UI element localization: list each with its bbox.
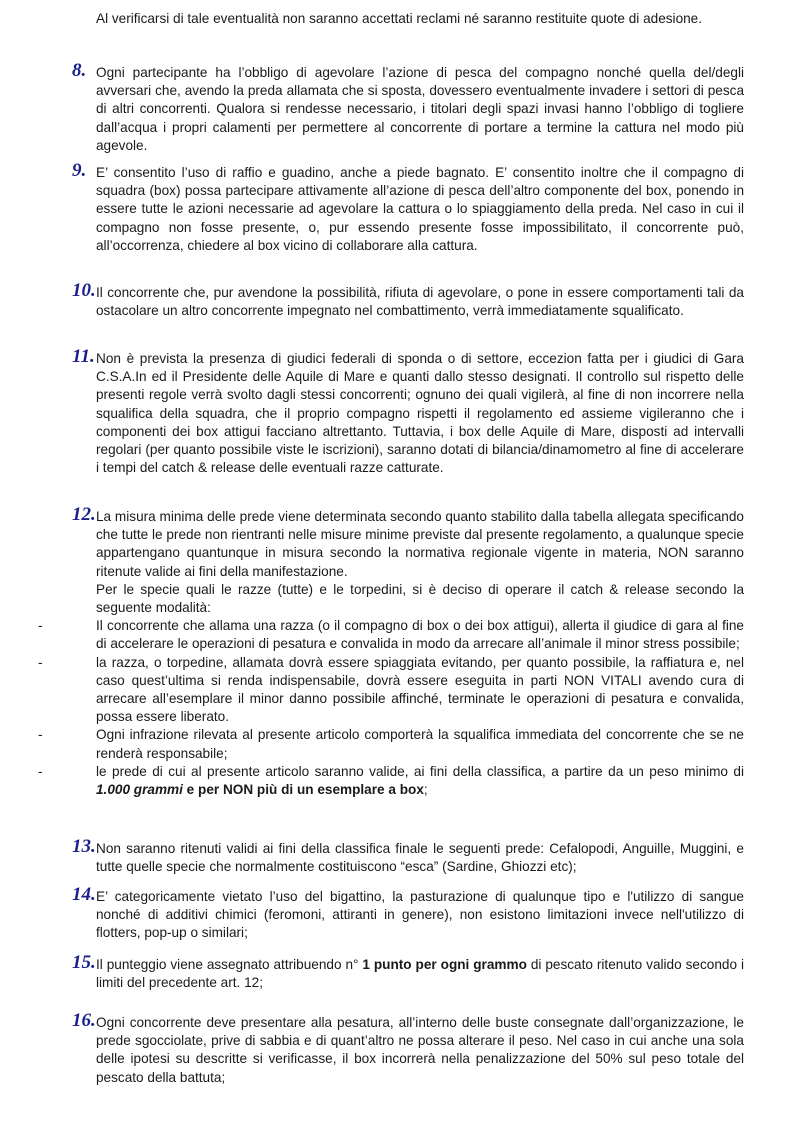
article-text-part: Il punteggio viene assegnato attribuendo n°	[96, 957, 363, 972]
list-item	[38, 617, 744, 653]
article-text: E’ categoricamente vietato l’uso del bigattino, la pasturazione di qualunque tipo e l'utilizzo di sangue nonché di additivi chimici (feromoni, attiranti in genere), non esistono limitazioni invece nell'utilizzo di flotters, pop-up o similari;	[96, 889, 744, 941]
list-item	[38, 763, 744, 799]
article-number: 10.	[72, 280, 96, 301]
bullet-text: le prede di cui al presente articolo saranno valide, ai fini della classifica, a partire da un peso minimo di	[96, 763, 744, 779]
bullet-text: Ogni infrazione rilevata al presente articolo comporterà la squalifica immediata del concorrente che se ne renderà responsabile;	[96, 727, 744, 761]
article-text	[96, 956, 744, 992]
article-text: Ogni partecipante ha l’obbligo di agevolare l’azione di pesca del compagno nonché quella del/degli avversari che, avendo la preda allamata che si sposta, dovessero eventualmente invadere i settori di pesca di altri concorrenti. Qualora si rendesse necessario, i titolari degli spazi invasi hanno l’obbligo di togliere dall’acqua i propri calamenti per permettere al concorrente di portare a termine la cattura nel modo più agevole.	[96, 65, 744, 153]
article-10	[72, 280, 744, 320]
article-15	[72, 952, 744, 992]
article-12	[38, 504, 744, 799]
article-number: 14.	[72, 884, 96, 905]
bullet-dash: -	[38, 654, 43, 670]
article-text: Ogni concorrente deve presentare alla pesatura, all’interno delle buste consegnate dall’organizzazione, le prede sgocciolate, prive di sabbia e di quant’altro ne possa alterare il peso. Nel caso in cui anche una sola delle ipotesi su descritte si verificasse, il box incorrerà nella penalizzazione del 50% sul peso totale del pescato della battuta;	[96, 1015, 744, 1085]
article-number: 13.	[72, 836, 96, 857]
bullet-list	[38, 617, 744, 799]
article-8	[72, 60, 744, 155]
article-text: La misura minima delle prede viene determinata secondo quanto stabilito dalla tabella allegata specificando che tutte le prede non rientranti nelle misure minime previste dal presente regolamento, a qualunque specie appartengano quantunque in misura secondo la normativa regionale vigente in materia, NON saranno ritenute valide ai fini della manifestazione.	[96, 509, 744, 579]
list-item	[38, 654, 744, 727]
article-number: 9.	[72, 160, 87, 181]
bullet-text: la razza, o torpedine, allamata dovrà essere spiaggiata evitando, per quanto possibile, la raffiatura e, nel caso quest’ultima si renda indispensabile, dovrà essere eseguita in parti NON VITALI avendo cura di arrecare all’esemplare il minor danno possibile affinché, terminate le operazioni di pesatura e convalida, possa essere liberato.	[96, 654, 744, 725]
article-11	[72, 346, 744, 477]
article-number: 12.	[72, 504, 96, 525]
article-text-emphasis: 1 punto per ogni grammo	[362, 957, 527, 972]
article-number: 15.	[72, 952, 96, 973]
article-text-2: Per le specie quali le razze (tutte) e le torpedini, si è deciso di operare il catch & release secondo la seguente modalità:	[96, 581, 744, 616]
bullet-emphasis-limit: e per NON più di un esemplare a box	[182, 782, 424, 798]
article-text: Il concorrente che, pur avendone la possibilità, rifiuta di agevolare, o pone in essere comportamenti tali da ostacolare un altro concorrente impegnato nel combattimento, verrà immediatamente squalificato.	[96, 285, 744, 319]
list-item	[38, 726, 744, 762]
intro-paragraph: Al verificarsi di tale eventualità non saranno accettati reclami né saranno restituite quote di adesione.	[96, 11, 703, 26]
article-16	[72, 1010, 744, 1087]
bullet-dash: -	[38, 618, 43, 634]
article-number: 8.	[72, 60, 87, 81]
article-text-part: di pescato ritenuto valido secondo i limiti del precedente art. 12;	[96, 957, 744, 991]
bullet-dash: -	[38, 763, 43, 779]
article-number: 16.	[72, 1010, 96, 1031]
bullet-end: ;	[423, 782, 428, 798]
bullet-text: Il concorrente che allama una razza (o il compagno di box o dei box attigui), allerta il giudice di gara al fine di accelerare le operazioni di pesatura e convalida in modo da arrecare all’animale il minor stress possibile;	[96, 618, 744, 652]
bullet-emphasis-weight: 1.000 grammi	[96, 782, 183, 798]
article-text: E’ consentito l’uso di raffio e guadino, anche a piede bagnato. E’ consentito inoltre che il compagno di squadra (box) possa partecipare attivamente all’azione di pesca dell’altro componente del box, ponendo in essere tutte le azioni necessarie ad agevolare la cattura o lo spiaggiamento della preda. Nel caso in cui il compagno non fosse presente, o, pur essendo presente fosse impossibilitato, il concorrente può, all’occorrenza, chiedere al box vicino di collaborare alla cattura.	[96, 165, 744, 253]
article-13	[72, 836, 744, 876]
article-text: Non è prevista la presenza di giudici federali di sponda o di settore, eccezion fatta per i giudici di Gara C.S.A.In ed il Presidente delle Aquile di Mare e quanti dallo stesso designati. Il controllo sul rispetto delle presenti regole verrà svolto dagli stessi concorrenti; ognuno dei quali vigilerà, al fine di non incorrere nella squalifica della squadra, che il proprio compagno rispetti il regolamento ed assieme vigileranno che i componenti dei box attigui facciano altrettanto. Tuttavia, i box delle Aquile di Mare, disposti ad intervalli regolari (per quanto possibile viste le iscrizioni), saranno dotati di bilancia/dinamometro al fine di accelerare i tempi del catch & release delle eventuali razze catturate.	[96, 351, 744, 476]
article-9	[72, 160, 744, 255]
article-text: Non saranno ritenuti validi ai fini della classifica finale le seguenti prede: Cefalopodi, Anguille, Muggini, e tutte quelle specie che normalmente costituiscono “esca” (Sardine, Ghiozzi etc);	[96, 841, 744, 875]
article-number: 11.	[72, 346, 95, 367]
article-14	[72, 884, 744, 943]
bullet-dash: -	[38, 727, 43, 743]
